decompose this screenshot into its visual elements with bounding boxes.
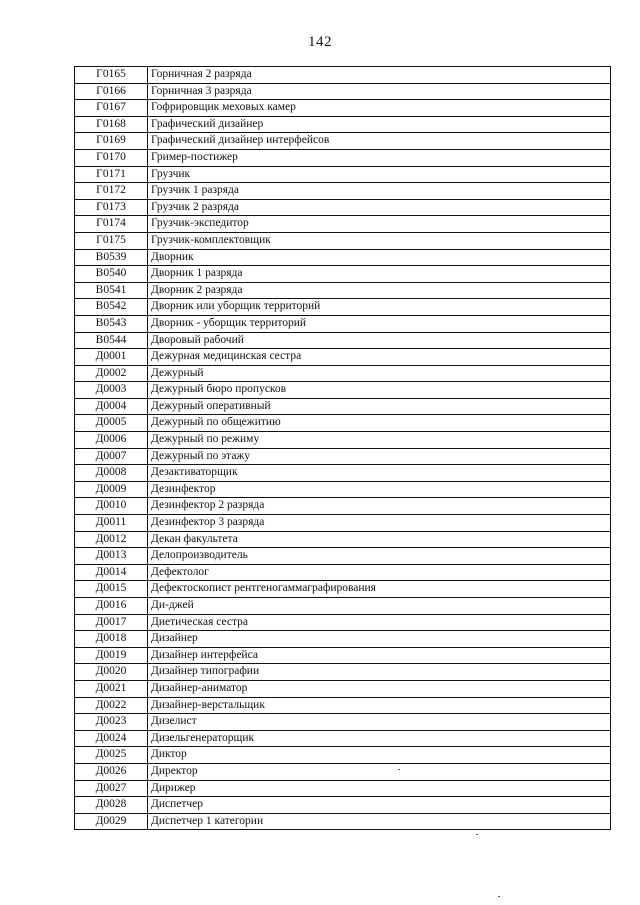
table-row: [75, 149, 611, 166]
table-body: [75, 67, 611, 830]
occupation-name-cell: Дизельгенераторщик: [148, 730, 611, 747]
occupation-name-cell: Дежурный по этажу: [148, 448, 611, 465]
occupation-code-cell: В0544: [75, 332, 148, 349]
occupation-name-cell: Дежурный: [148, 365, 611, 382]
occupation-code-cell: Г0175: [75, 232, 148, 249]
occupation-code-cell: Д0025: [75, 747, 148, 764]
occupation-code-cell: Д0003: [75, 382, 148, 399]
table-row: [75, 747, 611, 764]
occupation-code-cell: Д0020: [75, 664, 148, 681]
occupation-code-cell: Д0023: [75, 714, 148, 731]
occupation-name-cell: Дизайнер-верстальщик: [148, 697, 611, 714]
occupation-code-cell: Д0005: [75, 415, 148, 432]
scan-speck: [498, 896, 500, 897]
table-row: [75, 299, 611, 316]
occupation-code-cell: Д0028: [75, 797, 148, 814]
table-row: [75, 564, 611, 581]
occupation-code-cell: Д0021: [75, 680, 148, 697]
table-row: [75, 382, 611, 399]
scan-speck: [476, 834, 478, 835]
occupation-name-cell: Дезинфектор 2 разряда: [148, 498, 611, 515]
table-row: [75, 100, 611, 117]
table-row: [75, 714, 611, 731]
occupation-code-cell: Г0167: [75, 100, 148, 117]
occupation-code-cell: Д0006: [75, 432, 148, 449]
occupation-code-cell: Г0170: [75, 149, 148, 166]
occupation-code-cell: Д0024: [75, 730, 148, 747]
table-row: [75, 398, 611, 415]
table-row: [75, 415, 611, 432]
occupation-name-cell: Дежурный бюро пропусков: [148, 382, 611, 399]
page-number: 142: [308, 34, 332, 50]
occupation-name-cell: Ди-джей: [148, 598, 611, 615]
occupation-code-cell: Д0010: [75, 498, 148, 515]
occupation-code-cell: Г0169: [75, 133, 148, 150]
table-row: [75, 647, 611, 664]
occupation-name-cell: Дежурная медицинская сестра: [148, 349, 611, 366]
table-row: [75, 680, 611, 697]
occupation-name-cell: Дворовый рабочий: [148, 332, 611, 349]
occupation-code-cell: Д0019: [75, 647, 148, 664]
table-row: [75, 797, 611, 814]
table-row: [75, 631, 611, 648]
occupation-name-cell: Делопроизводитель: [148, 548, 611, 565]
occupation-code-cell: Д0004: [75, 398, 148, 415]
table-row: [75, 116, 611, 133]
occupation-code-cell: Д0001: [75, 349, 148, 366]
occupation-name-cell: Грузчик 1 разряда: [148, 183, 611, 200]
occupation-name-cell: Дезинфектор: [148, 481, 611, 498]
table-row: [75, 780, 611, 797]
occupation-code-cell: В0542: [75, 299, 148, 316]
table-row: [75, 531, 611, 548]
table-row: [75, 614, 611, 631]
table-row: [75, 349, 611, 366]
occupation-name-cell: Грузчик-экспедитор: [148, 216, 611, 233]
occupation-name-cell: Декан факультета: [148, 531, 611, 548]
table-row: [75, 813, 611, 830]
occupation-name-cell: Дворник 2 разряда: [148, 282, 611, 299]
table-row: [75, 282, 611, 299]
occupation-name-cell: Грузчик-комплектовщик: [148, 232, 611, 249]
occupation-code-cell: Д0007: [75, 448, 148, 465]
table-row: [75, 365, 611, 382]
occupation-name-cell: Графический дизайнер интерфейсов: [148, 133, 611, 150]
table-row: [75, 232, 611, 249]
table-row: [75, 515, 611, 532]
occupation-name-cell: Дежурный по режиму: [148, 432, 611, 449]
occupation-code-cell: Д0009: [75, 481, 148, 498]
table-row: [75, 481, 611, 498]
occupation-name-cell: Горничная 3 разряда: [148, 83, 611, 100]
table-row: [75, 432, 611, 449]
occupation-name-cell: Дефектолог: [148, 564, 611, 581]
occupation-code-cell: Д0011: [75, 515, 148, 532]
occupation-code-cell: Д0016: [75, 598, 148, 615]
occupation-name-cell: Дизайнер: [148, 631, 611, 648]
occupation-code-cell: Д0017: [75, 614, 148, 631]
occupation-name-cell: Грузчик 2 разряда: [148, 199, 611, 216]
occupation-name-cell: Гофрировщик меховых камер: [148, 100, 611, 117]
occupation-name-cell: Дефектоскопист рентгеногаммаграфирования: [148, 581, 611, 598]
occupation-code-cell: Г0165: [75, 67, 148, 84]
table-row: [75, 133, 611, 150]
occupation-code-cell: Г0166: [75, 83, 148, 100]
scan-speck: [398, 769, 400, 770]
occupation-name-cell: Дезинфектор 3 разряда: [148, 515, 611, 532]
occupation-code-cell: В0539: [75, 249, 148, 266]
occupation-name-cell: Дизайнер интерфейса: [148, 647, 611, 664]
table-row: [75, 67, 611, 84]
occupation-code-cell: Д0008: [75, 465, 148, 482]
occupation-name-cell: Дежурный по общежитию: [148, 415, 611, 432]
table-row: [75, 697, 611, 714]
occupation-name-cell: Директор: [148, 763, 611, 780]
occupation-code-table: [74, 66, 611, 830]
table-row: [75, 183, 611, 200]
table-row: [75, 266, 611, 283]
table-row: [75, 315, 611, 332]
occupation-code-cell: Д0022: [75, 697, 148, 714]
table-row: [75, 548, 611, 565]
occupation-code-cell: Д0012: [75, 531, 148, 548]
table-row: [75, 249, 611, 266]
table-row: [75, 83, 611, 100]
occupation-code-cell: Д0029: [75, 813, 148, 830]
occupation-name-cell: Дезактиваторщик: [148, 465, 611, 482]
table-row: [75, 332, 611, 349]
table-row: [75, 465, 611, 482]
occupation-name-cell: Дворник - уборщик территорий: [148, 315, 611, 332]
table-row: [75, 598, 611, 615]
occupation-name-cell: Грузчик: [148, 166, 611, 183]
occupation-name-cell: Дизелист: [148, 714, 611, 731]
table-row: [75, 166, 611, 183]
occupation-code-cell: Д0015: [75, 581, 148, 598]
occupation-code-cell: Д0026: [75, 763, 148, 780]
occupation-name-cell: Горничная 2 разряда: [148, 67, 611, 84]
occupation-name-cell: Дизайнер-аниматор: [148, 680, 611, 697]
table-row: [75, 448, 611, 465]
occupation-code-cell: Д0018: [75, 631, 148, 648]
occupation-code-cell: Г0174: [75, 216, 148, 233]
occupation-code-cell: Г0171: [75, 166, 148, 183]
occupation-code-cell: В0541: [75, 282, 148, 299]
occupation-name-cell: Дворник: [148, 249, 611, 266]
occupation-code-cell: Г0168: [75, 116, 148, 133]
occupation-code-cell: Д0013: [75, 548, 148, 565]
table-row: [75, 763, 611, 780]
occupation-code-cell: Д0027: [75, 780, 148, 797]
table-row: [75, 664, 611, 681]
occupation-name-cell: Дирижер: [148, 780, 611, 797]
occupation-code-cell: В0540: [75, 266, 148, 283]
occupation-name-cell: Диспетчер: [148, 797, 611, 814]
occupation-code-cell: Г0173: [75, 199, 148, 216]
occupation-name-cell: Дежурный оперативный: [148, 398, 611, 415]
table-row: [75, 216, 611, 233]
occupation-name-cell: Диетическая сестра: [148, 614, 611, 631]
occupation-name-cell: Гример-постижер: [148, 149, 611, 166]
table-row: [75, 498, 611, 515]
occupation-code-cell: Г0172: [75, 183, 148, 200]
table-row: [75, 581, 611, 598]
occupation-name-cell: Дворник или уборщик территорий: [148, 299, 611, 316]
occupation-code-cell: В0543: [75, 315, 148, 332]
occupation-code-cell: Д0014: [75, 564, 148, 581]
occupation-name-cell: Диктор: [148, 747, 611, 764]
table-row: [75, 730, 611, 747]
occupation-name-cell: Диспетчер 1 категории: [148, 813, 611, 830]
occupation-code-cell: Д0002: [75, 365, 148, 382]
occupation-name-cell: Дворник 1 разряда: [148, 266, 611, 283]
occupation-name-cell: Графический дизайнер: [148, 116, 611, 133]
occupation-name-cell: Дизайнер типографии: [148, 664, 611, 681]
table-row: [75, 199, 611, 216]
